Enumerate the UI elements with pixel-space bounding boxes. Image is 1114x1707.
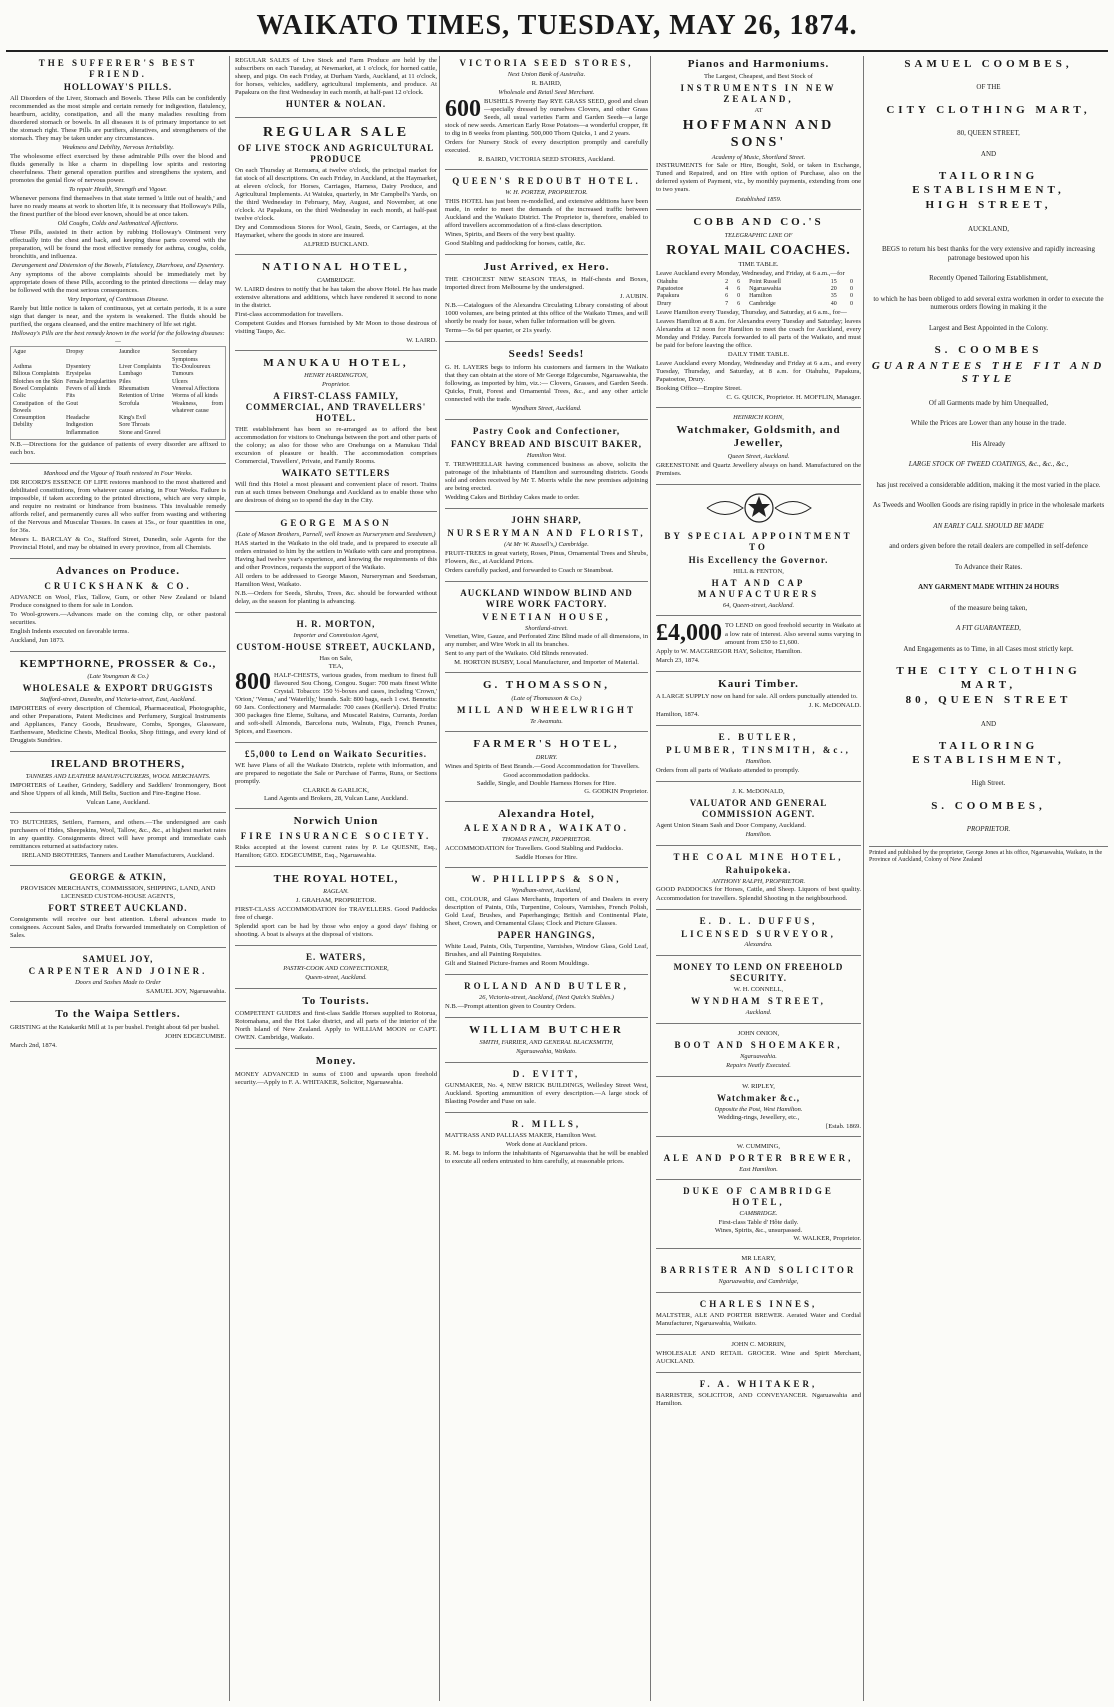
ad-butler: E. BUTLER, PLUMBER, TINSMITH, &c., Hamilton. Orders from all parts of Waikato attended to promptly. (656, 732, 861, 782)
ad-duffus: E. D. L. DUFFUS, LICENSED SURVEYOR, Alexandra. (656, 916, 861, 957)
ad-whitaker: F. A. WHITAKER, BARRISTER, SOLICITOR, AND CONVEYANCER. Ngaruawahia and Hamilton. (656, 1379, 861, 1408)
ad-leary: MR LEARY, BARRISTER AND SOLICITOR Ngaruawahia, and Cambridge, (656, 1255, 861, 1293)
ad-money: Money. MONEY ADVANCED in sums of £100 and upwards upon freehold security.—Apply to F. A. WHITAKER, Solicitor, Ngaruawahia. (235, 1055, 437, 1086)
ad-john-sharp: JOHN SHARP, NURSERYMAN AND FLORIST, (At Mr W. Russell's,) Cambridge. FRUIT-TREES in great variety, Roses, Pinus, Ornamental Trees and Shrubs, Flowers, &c., at Auckland Prices. Orders carefully packed, and forwarded to Coach or Steamboat. (445, 515, 648, 582)
ad-kauri: Kauri Timber. A LARGE SUPPLY now on hand for sale. All orders punctually attended to. J. K. McDONALD. Hamilton, 1874. (656, 678, 861, 727)
ad-waipa: To the Waipa Settlers. GRISTING at the Kaiakariki Mill at 1s per bushel. Freight about 6d per bushel. JOHN EDGECUMBE. March 2nd, 1874. (10, 1008, 226, 1049)
ad-pastry-cook: Pastry Cook and Confectioner, FANCY BREAD AND BISCUIT BAKER, Hamilton West. T. TREWHEELLAR having commenced business as above, solicits the patronage of the inhabitants of Hamilton and surrounding districts. Goods sold and orders received by Mr T. Morris while the new premises adjoining are being erected. Wedding Cakes and Birthday Cakes made to order. (445, 426, 648, 509)
column-rule (863, 56, 864, 1701)
ad-coal-mine-hotel: THE COAL MINE HOTEL, Rahuipokeka. ANTHONY RALPH, PROPRIETOR. GOOD PADDOCKS for Horses, Cattle, and Sheep. Liquors of best quality. Accommodation for travellers. Splendid Shooting in the neighbourhood. (656, 852, 861, 910)
imprint: Printed and published by the proprietor, George Jones at his office, Ngaruawahia, Waikato, in the Province of Auckland, Colony of New Zealand (869, 846, 1108, 865)
column-rule (229, 56, 230, 1701)
ad-butchers: TO BUTCHERS, Settlers, Farmers, and others.—The undersigned are cash purchasers of Hides, Sheepskins, Wool, Tallow, &c., &c., at highest market rates in any quantity. Consignments direct will have prompt and immediate cash remittances returned at satisfactory rates. IRELAND BROTHERS, Tanners and Leather Manufacturers, Auckland. (10, 819, 226, 866)
ad-phillipps: W. PHILLIPPS & SON, Wyndham-street, Auckland, OIL, COLOUR, and Glass Merchants, Importers of and Dealers in every description of Paints, Oils, Turpentine, Colours, Varnishes, French Polish, Gold Leaf, Brushes, and Paperhangings; British and Continental Plate, Sheet, Crown, and Ornamental Glass; Clock and Picture Glasses. PAPER HANGINGS, White Lead, Paints, Oils, Turpentine, Varnishes, Window Glass, Gold Leaf, Brushes, and all Painting Requisites. Gilt and Stained Picture-frames and Room Mouldings. (445, 874, 648, 975)
column-5 (867, 56, 1110, 1701)
ad-duke-cambridge: DUKE OF CAMBRIDGE HOTEL, CAMBRIDGE. First-class Table d' Hôte daily. Wines, Spirits, &c., unsurpassed. W. WALKER, Proprietor. (656, 1186, 861, 1249)
ad-mills: R. MILLS, MATTRASS AND PALLIASS MAKER, Hamilton West. Work done at Auckland prices. R. M. begs to inform the inhabitants of Ngaruawahia that he will be enabled to execute all orders entrusted to him carefully, at reasonable prices. (445, 1118, 648, 1165)
ad-alexandra-hotel: Alexandra Hotel, ALEXANDRA, WAIKATO. THOMAS FINCH, PROPRIETOR. ACCOMMODATION for Travellers. Good Stabling and Paddocks. Saddle Horses for Hire. (445, 808, 648, 868)
ad-innes: CHARLES INNES, MALTSTER, ALE AND PORTER BREWER. Aerated Water and Cordial Manufacturer, Ngaruawahia, Waikato. (656, 1299, 861, 1335)
disease-list: Ague Dropsy Jaundice Secondary Symptoms Asthma Dysentery Liver Complaints Tic-Douloureux Bilious Complaints Erysipelas Lumbago Tumours Blotches on the Skin Female Irregularities Piles Ulcers Bowel Complaints Fevers of all kinds Rheumatism Venereal Affections Colic Fits Retention of Urine Worms of all kinds Constipation of the Bowels Gout Scrofula Weakness, from whatever cause Consumption Headache King's Evil Debility Indigestion Sore Throats Inflammation Stone and Gravel (10, 346, 226, 440)
masthead: WAIKATO TIMES, TUESDAY, MAY 26, 1874. (256, 10, 858, 41)
ad-ricord: Manhood and the Vigour of Youth restored in Four Weeks. DR RICORD'S ESSENCE OF LIFE restores manhood to the most shattered and debilitated constitutions, from whatever cause arising, in Four Weeks. Failure is impossible, if taken according to the printed directions, which are very simple, and require no restraint or hindrance from business. This invaluable remedy affords relief, and permanently cures all who suffer from wasting and withering of the Nervous and Muscular Tissues. In cases at 15s., or four quantities in one, for 36s. Messrs L. BARCLAY & Co., Stafford Street, Dunedin, sole Agents for the Provincial Hotel, and may be obtained in every province, from all Chemists. (10, 470, 226, 559)
ad-ireland: IRELAND BROTHERS, TANNERS AND LEATHER MANUFACTURERS, WOOL MERCHANTS. IMPORTERS of Leather, Grindery, Saddlery and Saddlers' Ironmongery, Boot and Shoe Uppers of all kinds, Mill Belts, Suction and Fire-Engine Hose. Vulcan Lane, Auckland. (10, 758, 226, 813)
ad-ripley: W. RIPLEY, Watchmaker &c., Opposite the Post, West Hamilton. Wedding-rings, Jewellery, etc., [Estab. 1869. (656, 1083, 861, 1137)
ad-aubin: Just Arrived, ex Hero. THE CHOICEST NEW SEASON TEAS, in Half-chests and Boxes, imported direct from Melbourne by the undersigned. J. AUBIN. N.B.—Catalogues of the Alexandra Circulating Library consisting of about 1000 volumes, are being printed at this office of the Waikato Times, and will shortly be ready for issue, when fuller information will be given. Terms—5s 6d per quarter, or 21s yearly. (445, 261, 648, 343)
masthead-rule (6, 50, 1108, 52)
ad-norwich: Norwich Union FIRE INSURANCE SOCIETY. Risks accepted at the lowest current rates by P. Le QUESNE, Esq., Hamilton; GEO. EDGECUMBE, Esq., Ngaruawahia. (235, 815, 437, 866)
ad-regular-sale: REGULAR SALE OF LIVE STOCK AND AGRICULTURAL PRODUCE On each Thursday at Remuera, at twelve o'clock, the principal market for fat stock of all descriptions. On each Friday, in Auckland, at the Haymarket, at eleven o'clock, for Horses, Carriages, Harness, Dairy Produce, and Agricultural Implements. At Waiuku, quarterly, in Mr Campbell's Yards, on the third Wednesday in February, May, August, and November, at one o'clock. At Papakura, on the third Wednesday in each month, at half-past twelve o'clock. Dry and Commodious Stores for Wool, Grain, Seeds, or Carriages, at the Haymarket, where the goods in store are insured. ALFRED BUCKLAND. (235, 124, 437, 255)
column-3 (443, 56, 650, 1701)
ad-george-atkin: GEORGE & ATKIN, PROVISION MERCHANTS, COMMISSION, SHIPPING, LAND, AND LICENSED CUSTOM-HOUSE AGENTS, FORT STREET AUCKLAND. Consignments will receive our best attention. Liberal advances made to consignees. Account Sales, and Drafts forwarded immediately on Completion of Sales. (10, 872, 226, 947)
ad-farmers-hotel: FARMER'S HOTEL, DRURY. Wines and Spirits of Best Brands.—Good Accommodation for Travellers. Good accommodation paddocks. Saddle, Single, and Double Harness Horses for Hire. G. GODKIN Proprietor. (445, 738, 648, 801)
ad-rolland-butler: ROLLAND AND BUTLER, 26, Victoria-street, Auckland, (Next Quick's Stables.) N.B.—Prompt attention given to Country Orders. (445, 981, 648, 1018)
column-4 (654, 56, 863, 1701)
ad-onion: JOHN ONION, BOOT AND SHOEMAKER, Ngaruawahia. Repairs Neatly Executed. (656, 1030, 861, 1077)
ad-coombes: SAMUEL COOMBES, OF THE CITY CLOTHING MART, 80, QUEEN STREET, AND TAILORING ESTABLISHMENT, HIGH STREET, AUCKLAND, BEGS to return his best thanks for the very extensive and rapidly increasing patronage bestowed upon his Recently Opened Tailoring Establishment, to which he has been obliged to add several extra workmen in order to execute the numerous orders flowing in making it the Largest and Best Appointed in the Colony. S. COOMBES GUARANTEES THE FIT AND STYLE Of all Garments made by him Unequalled, While the Prices are Lower than any house in the trade. His Already LARGE STOCK OF TWEED COATINGS, &c., &c., &c., has just received a considerable addition, making it the most varied in the place. As Tweeds and Woollen Goods are rising rapidly in price in the wholesale markets AN EARLY CALL SHOULD BE MADE and orders given before the retail dealers are compelled in self-defence To Advance their Rates. ANY GARMENT MADE WITHIN 24 HOURS of the measure being taken, A FIT GUARANTEED, And Engagements as to Time, in all Cases most strictly kept. THE CITY CLOTHING MART, 80, QUEEN STREET AND TAILORING ESTABLISHMENT, High Street. S. COOMBES, PROPRIETOR. Printed and published by the proprietor, George Jones at his office, Ngaruawahia, Waikato, in the Province of Auckland, Colony of New Zealand (869, 58, 1108, 881)
ad-title: HOLLOWAY'S PILLS. (63, 81, 173, 92)
ad-hunter-nolan: REGULAR SALES of Live Stock and Farm Produce are held by the subscribers on each Tuesday, at Newmarket, at 1 o'clock, for horned cattle, sheep, and pigs. On each Friday, at Durham Yards, Auckland, at 11 o'clock, for horses, vehicles, saddlery, agricultural implements, and produce. At Papakura on the first Wednesday in each month, at half-past 12 o'clock. HUNTER & NOLAN. (235, 57, 437, 118)
ad-george-mason: GEORGE MASON (Late of Mason Brothers, Parnell, well known as Nurserymen and Seedsmen,) HAS started in the Waikato in the old trade, and is prepared to execute all orders entrusted to him by the settlers in Waikato with care and promptness. Having had twelve year's experience, and knowing the requirements of this and other Provinces, requests the support of the Waikato. All orders to be addressed to George Mason, Nurseryman and Seedsman, Hamilton West, Waikato. N.B.—Orders for Seeds, Shrubs, Trees, &c. should be forwarded without delay, as the season for planting is advancing. (235, 518, 437, 613)
ad-hill-fenton: BY SPECIAL APPOINTMENT TO His Excellency the Governor. HILL & FENTON, HAT AND CAP MANUFACTURERS 64, Queen-street, Auckland. (656, 491, 861, 617)
column-2 (233, 56, 439, 1701)
column-1 (8, 56, 228, 1701)
ad-evitt: D. EVITT, GUNMAKER, No. 4, NEW BRICK BUILDINGS, Wellesley Street West, Auckland. Sporting ammunition of every description.—A large stock of Blasting Powder and Fuse on sale. (445, 1069, 648, 1113)
ad-seeds: Seeds! Seeds! G. H. LAYERS begs to inform his customers and farmers in the Waikato that they can obtain at the store of Mr George Edgecumbe, Ngaruawahia, the following, as imported by him, viz.:— Clovers, Grasses, and Garden Seeds. Quicks, Fruit, Forest and Ornamental Trees, &c., and any other article connected with the trade. Wyndham Street, Auckland. (445, 348, 648, 419)
ad-tourists: To Tourists. COMPETENT GUIDES and first-class Saddle Horses supplied to Rotorua, Rotomahana, and the Hot Lake district, and all parts of the interior of the North Island of New Zealand. Apply to WILLIAM MOON or CAPT. OWEN. Cambridge, Waikato. (235, 995, 437, 1050)
ad-heading: THE SUFFERER'S BEST FRIEND. (38, 58, 198, 79)
timetable: Otahuhu 2 6 Point Russell 15 0 Papatoetoe 4 6 Ngaruawahia 20 0 Papakura 6 0 Hamilton 35 0 Drury 7 6 Cambridge 40 0 (657, 278, 853, 307)
ad-cobb-co: COBB AND CO.'S TELEGRAPHIC LINE OF ROYAL MAIL COACHES. TIME TABLE. Leave Auckland every Monday, Wednesday, and Friday, at 6 a.m.,—for Otahuhu 2 6 Point Russell 15 0 Papatoetoe 4 6 Ngaruawahia 20 0 Papakura 6 0 Hamilton 35 0 Drury 7 6 Cambridge 40 0 Leave Hamilton every Tuesday, Thursday, and Saturday, at 6 a.m., for— Leaves Hamilton at 8 a.m. for Alexandra every Tuesday and Saturday; leaves Alexandra at 12 noon for Hamilton to meet the coach for Auckland, every Monday and Friday. Parcels forwarded to all parts of the Waikato, and must be paid for before leaving the office. DAILY TIME TABLE. Leave Auckland every Monday, Wednesday and Friday at 6 a.m., and every Tuesday, Thursday, and Saturday, at 8 a.m. for Otahuhu, Papakura, Papatoetoe, Drury. Booking Office—Empire Street. C. G. QUICK, Proprietor. H. MOFFLIN, Manager. (656, 216, 861, 408)
ad-lend-4000: £4,000 TO LEND on good freehold security in Waikato at a low rate of interest. Also several sums varying in amount from £50 to £1,600. Apply to W. MACGREGOR HAY, Solicitor, Hamilton. March 23, 1874. (656, 622, 861, 671)
ad-joy: SAMUEL JOY, CARPENTER AND JOINER. Doors and Sashes Made to Order SAMUEL JOY, Ngaruawahia. (10, 954, 226, 1003)
column-rule (439, 56, 440, 1701)
ad-manukau-hotel: MANUKAU HOTEL, HENRY HARDINGTON, Proprietor. A FIRST-CLASS FAMILY, COMMERCIAL, AND TRAVELLERS' HOTEL. THE establishment has been so re-arranged as to afford the best accommodation for visitors to Onehunga between the port and other parts of the colony; as also for those who are Onehunga on a Manukau Tidal excursion of pleasure or health. The accommodation comprises Commercial, Travellers', Private, and Family Rooms. WAIKATO SETTLERS Will find this Hotel a most pleasant and convenient place of resort. Trains run at such times between Onehunga and Auckland as to enable those who are desirous of doing so to spend the day in the City. (235, 357, 437, 512)
ad-hoffmann: Pianos and Harmoniums. The Largest, Cheapest, and Best Stock of INSTRUMENTS IN NEW ZEALAND, AT HOFFMANN AND SONS' Academy of Music, Shortland Street. INSTRUMENTS for Sale or Hire, Bought, Sold, or taken in Exchange, Tuned and Repaired, and on Hire with option of Purchase, also on the deferred system of Payment, viz., by monthly payments, extending from one to two years. Established 1859. (656, 58, 861, 210)
ad-thomasson: G. THOMASSON, (Late of Thomasson & Co.) MILL AND WHEELWRIGHT Te Awamutu. (445, 679, 648, 732)
ad-victoria-seed: VICTORIA SEED STORES, Next Union Bank of Australia. R. BAIRD, Wholesale and Retail Seed Merchant. 600 BUSHELS Poverty Bay RYE GRASS SEED, good and clean—specially dressed by ourselves Clovers, and other Grass Seeds, all usual varieties Farm and Garden Seeds—a large stock of new seeds. American Early Rose Potatoes—a wonderful cropper, fit to dig in 8 weeks from planting. 500,000 Thorn Quicks, 1 and 2 years. Orders for Nursery Stock of every description promptly and carefully executed. R. BAIRD, VICTORIA SEED STORES, Auckland. (445, 58, 648, 170)
ad-william-butcher: WILLIAM BUTCHER SMITH, FARRIER, AND GENERAL BLACKSMITH, Ngaruawahia, Waikato. (445, 1024, 648, 1063)
ad-kohn: HEINRICH KOHN, Watchmaker, Goldsmith, and Jeweller, Queen Street, Auckland. GREENSTONE and Quartz Jewellery always on hand. Manufactured on the Premises. (656, 414, 861, 485)
ad-connell: MONEY TO LEND ON FREEHOLD SECURITY. W. H. CONNELL, WYNDHAM STREET, Auckland. (656, 962, 861, 1024)
ad-queens-redoubt: QUEEN'S REDOUBT HOTEL. W. H. PORTER, PROPRIETOR. THIS HOTEL has just been re-modelled, and extensive additions have been made, in order to meet the demands of the increased traffic between Auckland and the Waikato District. The Proprietor is, therefore, enabled to afford travellers accommodation of a first-class description. Wines, Spirits, and Beers of the very best quality. Good Stabling and paddocking for horses, cattle, &c. (445, 176, 648, 255)
ad-kempthorne: KEMPTHORNE, PROSSER & Co., (Late Youngman & Co.) WHOLESALE & EXPORT DRUGGISTS Stafford-street, Dunedin, and Victoria-street, East, Auckland. IMPORTERS of every description of Chemical, Pharmaceutical, Photographic, and other Preparations, Patent Medicines and Perfumery, Surgical Instruments and Appliances, Fancy Goods, Brushware, Combs, Sponges, Glassware, Earthenware, Medicine Chests, Medical Books, Shop fittings, and every kind of Druggists Sundries. (10, 658, 226, 752)
ad-morton: H. R. MORTON, Importer and Commission Agent, CUSTOM-HOUSE STREET, AUCKLAND, Has on Sale, TEA, 800 HALF-CHESTS, various grades, from medium to finest full flavoured Sou Chong, Congou. Sugar: 700 mats finest White Crystal. Tobacco: 150 ½-boxes and cases, including 'Crown,' 'Orion,' 'Venus,' and 'Waterlily,' brands. Salt: 800 bags, each 1 cwt. Bennetts: 60 Jars. Confectionery and Marmalade: 700 cases (Keiller's). Dried Fruits: 300 packages fine Eleme, Sultana, and Muscatel Raisins, Currants, Jordan and soft-shell Almonds, Barcelona nuts, Walnuts, Figs, French Prunes, Spices, and Essences. (235, 619, 437, 743)
ad-royal-hotel: THE ROYAL HOTEL, RAGLAN. J. GRAHAM, PROPRIETOR. FIRST-CLASS ACCOMMODATION for TRAVELLERS. Good Paddocks free of charge. Splendid sport can be had by those who enjoy a good days' fishing or shooting. A boat is always at the disposal of visitors. (235, 873, 437, 946)
column-rule (650, 56, 651, 1701)
ad-holloway: THE SUFFERER'S BEST FRIEND. HOLLOWAY'S PILLS. All Disorders of the Liver, Stomach and Bowels. These Pills can be confidently recommended as the most simple and certain remedy for indigestion, flatulency, heartburn, acidity, constipation, and all the many maladies resulting from disordered stomach or bowels. In all diseases it is of primary importance to set the stomach right. These Pills are purifiers, alteratives, and strengtheners of the stomach. They may be taken under any circumstances. Weakness and Debility, Nervous Irritability. The wholesome effect exercised by these admirable Pills over the blood and fluids generally is like a charm in dispelling low spirits and restoring cheerfulness. Their general operation purifies and strengthens the system, and promotes the genial flow of nervous power. To repair Health, Strength and Vigour. Whenever persons find themselves in that state termed 'a little out of health,' and have no ready means at work to shorten life, it is necessary that Holloway's Pills, the finest purifier of the blood ever known, should be at once taken. Old Coughs, Colds and Asthmatical Affections. These Pills, assisted in their action by rubbing Holloway's Ointment very effectually into the chest and back, and keeping these parts covered with the preparation, will be found the most effective remedy for asthma, coughs, colds, bronchitis, and influenza. Derangement and Distension of the Bowels, Flatulency, Diarrhoea, and Dysentery. Any symptoms of the above complaints should be immediately met by appropriate doses of these Pills, according to the printed directions — delay may be followed with the most serious consequences. Very Important, of Continuous Disease. Rarely but little notice is taken of continuous, yet at certain periods, it is a sure sign that danger is near, and the system is weakened. The fluids should be purified, the organs cleansed, and the entire machinery of life set right. Holloway's Pills are the best remedy known in the world for the following diseases:— Ague Dropsy Jaundice Secondary Symptoms Asthma Dysentery Liver Complaints Tic-Douloureux Bilious Complaints Erysipelas Lumbago Tumours Blotches on the Skin Female Irregularities Piles Ulcers Bowel Complaints Fevers of all kinds Rheumatism Venereal Affections Colic Fits Retention of Urine Worms of all kinds Constipation of the Bowels Gout Scrofula Weakness, from whatever cause Consumption Headache King's Evil Debility Indigestion Sore Throats Inflammation Stone and Gravel N.B.—Directions for the guidance of patients of every disorder are affixed to each box. (10, 58, 226, 464)
ad-cruickshank: Advances on Produce. CRUICKSHANK & CO. ADVANCE on Wool, Flax, Tallow, Gum, or other New Zealand or Island Produce consigned to them for sale in London. To Wool-growers.—Advances made on the coming clip, or other pastoral securities. English Indents executed on favorable terms. Auckland, Jun 1873. (10, 565, 226, 652)
ad-morrin: JOHN C. MORRIN, WHOLESALE AND RETAIL GROCER. Wine and Spirit Merchant, AUCKLAND. (656, 1341, 861, 1373)
ad-waters: E. WATERS, PASTRY-COOK AND CONFECTIONER, Queen-street, Auckland. (235, 952, 437, 989)
ad-national-hotel: NATIONAL HOTEL, CAMBRIDGE. W. LAIRD desires to notify that he has taken the above Hotel. He has made extensive alterations and additions, which have rendered it second to none in the district. First-class accommodation for travellers. Competent Guides and Horses furnished by Mr Moon to those desirous of visiting Taupo, &c. W. LAIRD. (235, 261, 437, 350)
ad-cumming: W. CUMMING, ALE AND PORTER BREWER, East Hamilton. (656, 1143, 861, 1181)
ad-clarke-garlick: £5,000 to Lend on Waikato Securities. WE have Plans of all the Waikato Districts, replete with information, and are prepared to negotiate the Sale or Purchase of Farms, Runs, or Sections promptly. CLARKE & GARLICK, Land Agents and Brokers, 28, Vulcan Lane, Auckland. (235, 749, 437, 809)
royal-arms-emblem (656, 491, 861, 528)
ad-window-blind: AUCKLAND WINDOW BLIND AND WIRE WORK FACTORY. VENETIAN HOUSE, Shortland-street. Venetian, Wire, Gauze, and Perforated Zinc Blind made of all dimensions, in any number, and Wire Work in all its branches. Sent to any part of the Waikato. Old Blinds renovated. M. HORTON BUSBY, Local Manufacturer, and Importer of Material. (445, 588, 648, 674)
ad-mcdonald: J. K. McDONALD, VALUATOR AND GENERAL COMMISSION AGENT. Agent Union Steam Sash and Door Company, Auckland. Hamilton. (656, 788, 861, 846)
